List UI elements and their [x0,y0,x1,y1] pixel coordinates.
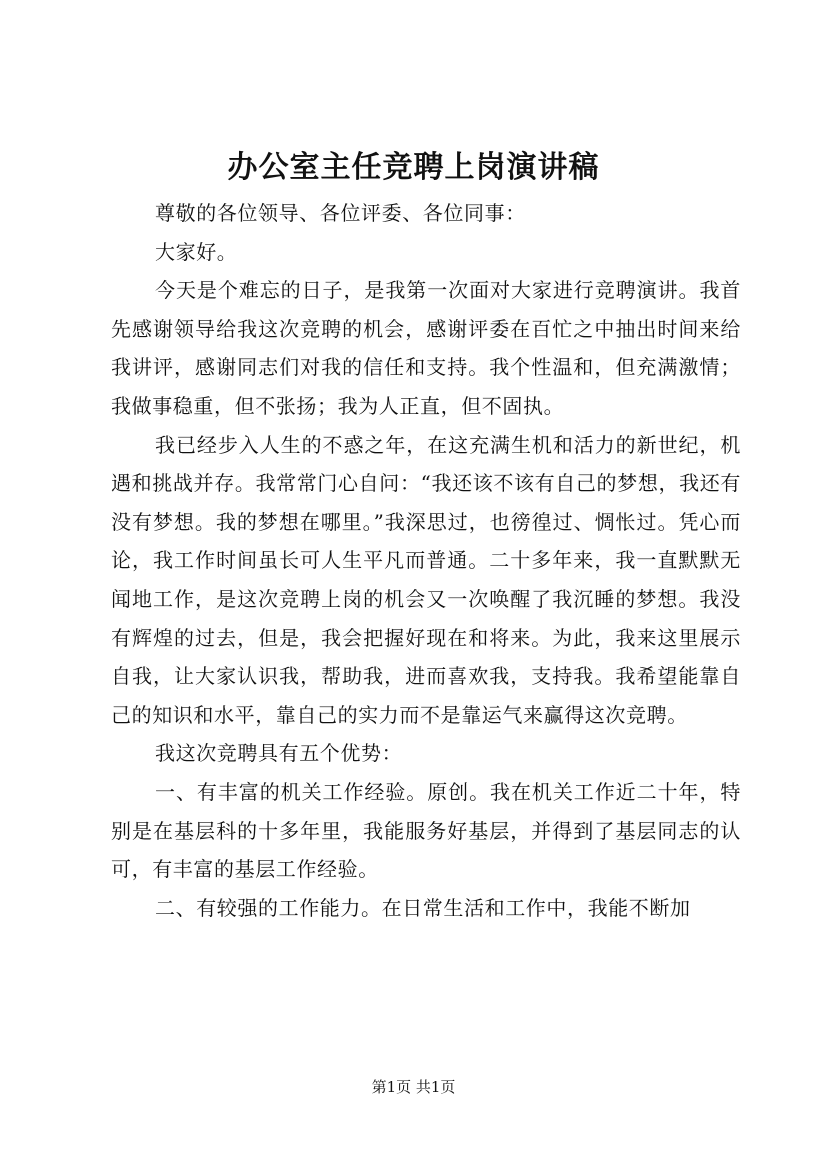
paragraph-hello: 大家好。 [155,239,238,264]
document-body [111,194,741,927]
paragraph-advantages-heading: 我这次竞聘具有五个优势： [155,741,403,766]
paragraph-greeting: 尊敬的各位领导、各位评委、各位同事： [155,201,526,225]
paragraph-intro: 今天是个难忘的日子，是我第一次面对大家进行竞聘演讲。我首先感谢领导给我这次竞聘的机会，感谢评委在百忙之中抽出时间来给我讲评，感谢同志们对我的信任和支持。我个性温和，但充满激情；我做事稳重，但不张扬；我为人正直，但不固执。 [111,278,741,418]
paragraph-dream: 我已经步入人生的不惑之年，在这充满生机和活力的新世纪，机遇和挑战并存。我常常门心自问：“我还该不该有自己的梦想，我还有没有梦想。我的梦想在哪里。”我深思过，也徬徨过、惆怅过。凭心而论，我工作时间虽长可人生平凡而普通。二十多年来，我一直默默无闻地工作，是这次竞聘上岗的机会又一次唤醒了我沉睡的梦想。我没有辉煌的过去，但是，我会把握好现在和将来。为此，我来这里展示自我，让大家认识我，帮助我，进而喜欢我，支持我。我希望能靠自己的知识和水平，靠自己的实力而不是靠运气来赢得这次竞聘。 [111,432,741,727]
paragraph-advantage-1: 一、有丰富的机关工作经验。原创。我在机关工作近二十年，特别是在基层科的十多年里，我能服务好基层，并得到了基层同志的认可，有丰富的基层工作经验。 [111,779,741,882]
document-title: 办公室主任竞聘上岗演讲稿 [227,150,600,185]
page-footer: 第1页 共1页 [371,1078,456,1096]
paragraph-advantage-2: 二、有较强的工作能力。在日常生活和工作中，我能不断加 [155,895,691,920]
